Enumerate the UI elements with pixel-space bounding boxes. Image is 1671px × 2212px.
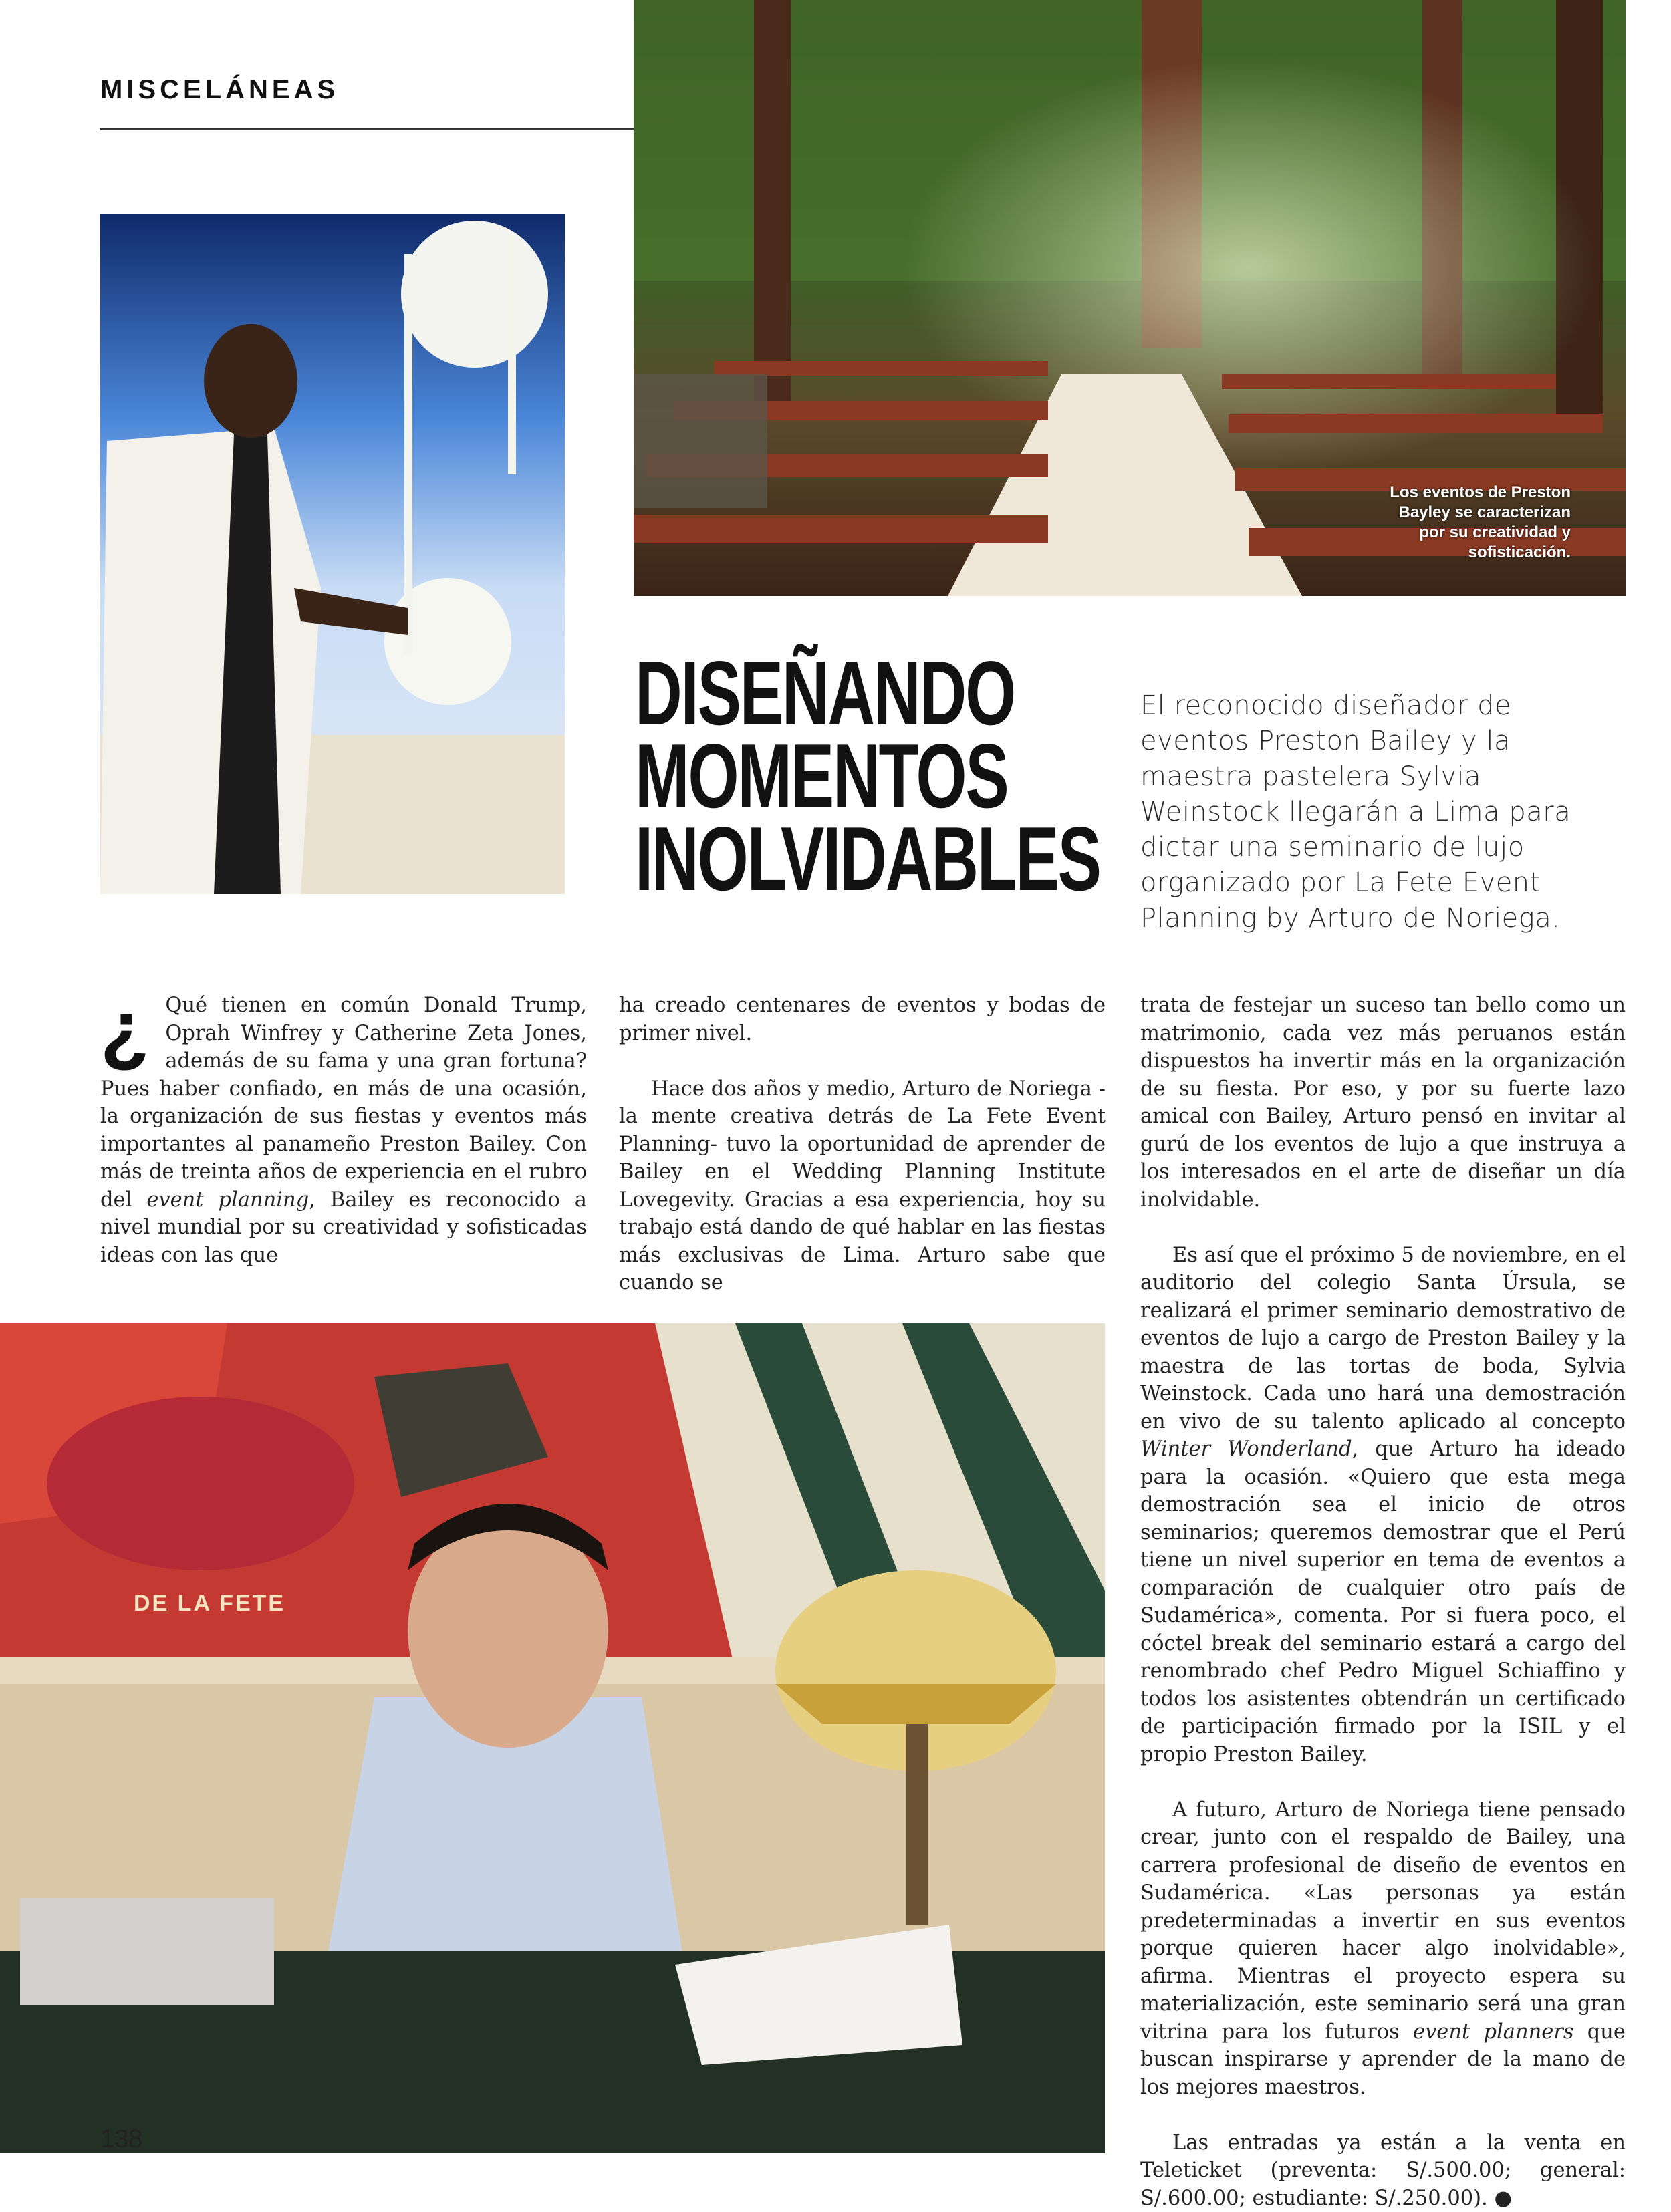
painting-inscription: DE LA FETE — [134, 1591, 285, 1617]
paragraph-5 — [1140, 2129, 1626, 2212]
paragraph-1 — [100, 992, 587, 1269]
body-column-3 — [1140, 992, 1626, 2212]
bailey-photo — [100, 214, 565, 894]
body-column-2 — [619, 992, 1106, 1297]
paragraph-4-part-a: A futuro, Arturo de Noriega tiene pensado crear, junto con el respaldo de Bailey, una carrera profesional de diseño de eventos en Sudamérica. «Las personas ya están predeterminadas a invertir en sus eventos porque quieren hacer algo inolvidable», afirma. Mientras el proyecto espera su materialización, este seminario será una gran vitrina para los futuros — [1140, 1798, 1626, 2044]
headline-line-1: DISEÑANDO — [635, 652, 962, 734]
page-number: 138 — [100, 2125, 142, 2154]
paragraph-4 — [1140, 1796, 1626, 2102]
drop-cap: ¿ — [100, 996, 149, 1063]
paragraph-4-emphasis: event planners — [1413, 2020, 1574, 2044]
paragraph-3-part-b: , que Arturo ha ideado para la ocasión. «Quiero que esta mega demostración sea el inicio de otros seminarios; queremos demostrar que el Perú tiene un nivel superior en tema de eventos a comparación de cualquier otro país de Sudamérica», comenta. Por si fuera poco, el cóctel break del seminario estará a cargo del renombrado chef Pedro Miguel Schiaffino y todos los asistentes obtendrán un certificado de participación firmado por la ISIL y el propio Preston Bailey. — [1140, 1437, 1626, 1766]
paragraph-1-part-b-start: , Bailey es reconocido a nivel mundial por su creatividad y sofisticadas ideas con las que — [100, 1188, 587, 1267]
paragraph-1-continued: ha creado centenares de eventos y bodas de primer nivel. — [619, 992, 1106, 1047]
paragraph-2-continued: trata de festejar un suceso tan bello como un matrimonio, cada vez más peruanos están dispuestos ha invertir más en la organización de su fiesta. Por eso, y por su fuerte lazo amical con Bailey, Arturo pensó en invitar al gurú de los eventos de lujo a que instruya a los interesados en el arte de diseñar un día inolvidable. — [1140, 992, 1626, 1214]
paragraph-3-emphasis: Winter Wonderland — [1140, 1437, 1352, 1461]
body-column-1 — [100, 992, 587, 1269]
paragraph-1-part-a: Qué tienen en común Donald Trump, Oprah Winfrey y Catherine Zeta Jones, además de su fama y una gran fortuna? Pues haber confiado, en más de una ocasión, la organización de sus fiestas y eventos más importantes al panameño Preston Bailey. Con más de treinta años de experiencia en el rubro del — [100, 994, 587, 1212]
paragraph-3 — [1140, 1242, 1626, 1769]
end-mark: ● — [1494, 2187, 1512, 2210]
arturo-photo — [0, 1323, 1105, 2153]
arturo-portrait-image — [0, 1323, 1105, 2153]
paragraph-4-part-b: que buscan inspirarse y aprender de la mano de los mejores maestros. — [1140, 2020, 1626, 2099]
headline-line-3: INOLVIDABLES — [635, 817, 962, 900]
header-rule — [100, 128, 635, 130]
forest-ceremony-photo — [634, 0, 1626, 596]
paragraph-3-part-a: Es así que el próximo 5 de noviembre, en el auditorio del colegio Santa Úrsula, se realizará el primer seminario demostrativo de eventos de lujo a cargo de Preston Bailey y la maestra de las tortas de boda, Sylvia Weinstock. Cada uno hará una demostración en vivo de su talento aplicado al concepto — [1140, 1244, 1626, 1433]
section-label: MISCELÁNEAS — [100, 75, 339, 105]
headline — [635, 652, 962, 900]
paragraph-5-text: Las entradas ya están a la venta en Teleticket (preventa: S/.500.00; general: S/.600.00; estudiante: S/.250.00). — [1140, 2131, 1626, 2210]
forest-photo-caption: Los eventos de Preston Bayley se caracterizan por su creatividad y sofisticación. — [1370, 482, 1571, 563]
paragraph-1-emphasis: event planning — [146, 1188, 309, 1212]
headline-line-2: MOMENTOS — [635, 734, 962, 817]
paragraph-2: Hace dos años y medio, Arturo de Noriega -la mente creativa detrás de La Fete Event Planning- tuvo la oportunidad de aprender de Bailey en el Wedding Planning Institute Lovegevity. Gracias a esa experiencia, hoy su trabajo está dando de qué hablar en las fiestas más exclusivas de Lima. Arturo sabe que cuando se — [619, 1075, 1106, 1297]
bailey-portrait-image — [100, 214, 565, 894]
deck-summary: El reconocido diseñador de eventos Preston Bailey y la maestra pastelera Sylvia Weinstock llegarán a Lima para dictar una seminario de lujo organizado por La Fete Event Planning by Arturo de Noriega. — [1140, 688, 1622, 936]
